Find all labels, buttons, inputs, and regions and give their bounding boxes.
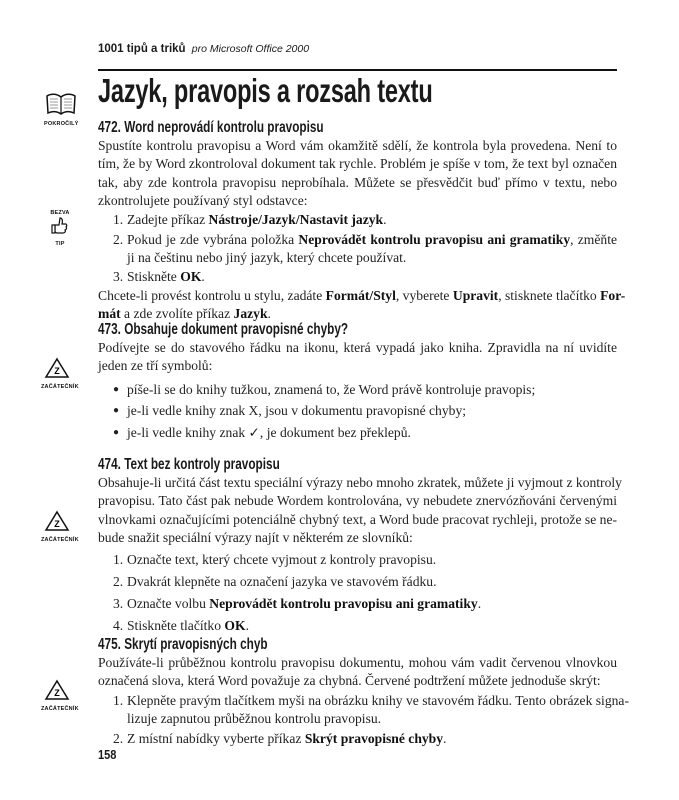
text-run: jeden ze tří symbolů: [98,358,213,374]
text-run: zkontrolujete používaný styl odstavce: [98,192,308,208]
text-line [98,174,617,192]
tip-heading: 472. Word neprovádí kontrolu pravopisu [98,119,324,136]
book-subtitle: pro Microsoft Office 2000 [191,43,310,55]
text-run: Stiskněte tlačítko [127,618,225,634]
bold-term: Nástroje/Jazyk/Nastavit jazyk [208,212,384,228]
text-run: . [443,731,447,747]
text-run: a zde zvolíte příkaz [120,306,234,322]
bold-term: Skrýt pravopisné chyby [304,731,444,747]
text-line [127,730,617,748]
paragraph [98,137,617,210]
tip-body [98,654,629,748]
paragraph [98,654,617,691]
book-title: 1001 tipů a triků [98,43,186,55]
advanced-book-icon [44,92,78,127]
text-run: . [201,269,205,285]
list-item [98,595,617,613]
list-item [98,211,617,229]
text-line [98,654,617,672]
beginner-label: ZAČÁTEČNÍK [41,706,79,712]
text-run: Z místní nabídky vyberte příkaz [127,731,305,747]
text-run: . [383,212,387,228]
bold-term: Upravit [452,287,499,303]
tip-473 [98,321,617,442]
text-line [127,424,617,442]
text-line [127,551,617,569]
item-number: 4. [113,618,124,634]
tip-label-bottom: TIP [55,241,65,247]
text-run: Stiskněte [127,269,181,285]
text-run: Spustíte kontrolu pravopisu a Word vám okamžitě sdělí, že kontrola byla provedena. Není to [98,138,617,153]
tip-472 [98,119,626,323]
text-line [127,249,617,267]
text-run: tím, že by Word zkontroloval dokument tak rychle. Problém je spíše v tom, že text byl označen [98,156,617,172]
paragraph [98,339,617,376]
bold-term: Neprovádět kontrolu pravopisu ani gramatiky [298,231,571,247]
list-item [98,381,617,399]
text-line [98,474,622,492]
text-run: ji na češtinu nebo jiný jazyk, který chcete používat. [127,249,407,265]
beginner-letter: Z [54,688,60,698]
text-run: , stisknete tlačítko [498,287,601,303]
text-run: . [245,618,249,634]
tip-heading: 473. Obsahuje dokument pravopisné chyby? [98,321,349,338]
tip-475 [98,636,629,748]
beginner-icon [41,357,79,390]
list-item [98,730,617,748]
beginner-letter: Z [54,366,60,376]
text-line [98,137,617,155]
bullet-icon: ● [113,405,120,417]
beginner-label: ZAČÁTEČNÍK [41,537,79,543]
bold-term: For- [600,287,626,303]
tip-heading: 475. Skrytí pravopisných chyb [98,636,268,653]
text-run: označená slova, která Word považuje za chybná. Červené podtržení můžete jednoduše skrýt: [98,673,601,689]
tip-body [98,339,617,442]
list-item [98,573,617,591]
tip-thumbs-up-icon [48,210,72,247]
text-line [127,617,617,635]
bold-term: OK [224,618,246,634]
item-number: 1. [113,551,124,567]
text-run: lizuje zapnutou průběžnou kontrolu pravopisu. [127,711,382,727]
text-run: pravopisu. Tato část pak nebude Wordem kontrolována, vy nebudete znervózňováni červenými [98,493,617,509]
beginner-icon [41,679,79,712]
text-line [127,692,629,710]
tip-body [98,474,622,636]
text-run: Klepněte pravým tlačítkem myši na obrázku knihy ve stavovém řádku. Tento obrázek signa- [127,693,629,709]
bullet-icon: ● [113,427,120,439]
text-run: , změňte [570,231,618,247]
text-run: Používáte-li průběžnou kontrolu pravopisu dokumentu, mohou vám vadit červenou vlnovkou [98,655,617,670]
text-run: Označte volbu [127,596,210,612]
text-line [98,672,617,690]
bold-term: Jazyk [233,306,268,322]
text-line [127,211,617,229]
text-run: je-li vedle knihy znak X, jsou v dokumentu pravopisné chyby; [127,403,467,419]
numbered-list [98,551,617,636]
tip-label-top: BEZVA [50,210,70,216]
chapter-title: Jazyk, pravopis a rozsah textu [98,72,433,109]
list-item [98,402,617,420]
bold-term: mát [98,306,121,322]
item-number: 1. [113,693,124,709]
list-item [98,268,617,286]
text-line [127,231,617,249]
text-line [98,192,617,210]
text-run: tak, aby zde kontrola pravopisu neprobíhala. Můžete se přesvědčit buď přímo v textu, nebo [98,174,617,190]
text-line [98,155,617,173]
item-number: 2. [113,231,124,247]
list-item [98,424,617,442]
text-run: Obsahuje-li určitá část textu speciální výrazy nebo mnoho zkratek, můžete ji vyjmout z kontroly [98,475,622,490]
beginner-label: ZAČÁTEČNÍK [41,384,79,390]
tip-474 [98,456,622,636]
text-line [127,402,617,420]
text-run: píše-li se do knihy tužkou, znamená to, že Word právě kontroluje pravopis; [127,381,536,397]
text-line [127,710,617,728]
text-line [98,339,617,357]
text-line [98,287,626,305]
text-line [127,381,617,399]
open-book-icon [45,92,77,116]
numbered-list [98,211,617,287]
item-number: 1. [113,212,124,228]
advanced-label: POKROČILÝ [44,121,79,127]
tip-heading: 474. Text bez kontroly pravopisu [98,456,280,473]
text-run: . [477,596,482,612]
list-item [98,551,617,569]
list-item [98,617,617,635]
numbered-list [98,692,629,748]
beginner-triangle-icon [44,510,70,532]
text-run: Chcete-li provést kontrolu u stylu, zadáte [98,287,326,303]
beginner-icon [41,510,79,543]
bold-term: Formát/Styl [325,287,396,303]
text-run: Pokud je zde vybrána položka [127,231,299,247]
text-run: bude snažit speciální výrazy najít v některém ze slovníků: [98,529,413,545]
thumbs-up-icon [51,216,69,236]
list-item [98,231,617,268]
paragraph [98,287,626,324]
page-number: 158 [98,747,117,762]
bold-term: OK [180,269,202,285]
text-run: Podívejte se do stavového řádku na ikonu, která vypadá jako kniha. Zpravidla na ní uvidíte [98,340,617,355]
list-item [98,692,629,729]
bold-term: Neprovádět kontrolu pravopisu ani gramatiky [209,596,478,612]
beginner-letter: Z [54,519,60,529]
running-header [98,43,309,55]
item-number: 2. [113,574,124,590]
text-line [127,595,617,613]
text-run: vlnovkami označujícími potenciálně chybný text, a Word bude pracovat rychleji, protože se ne- [98,511,617,527]
text-run: je-li vedle knihy znak ✓, je dokument bez překlepů. [127,425,411,441]
bullet-icon: ● [113,383,120,395]
text-run: Zadejte příkaz [127,212,209,228]
text-line [127,268,617,286]
text-line [98,357,617,375]
bullet-list [98,381,617,443]
text-line [98,492,617,510]
text-line [98,529,617,547]
item-number: 3. [113,269,124,285]
paragraph [98,474,622,547]
text-run: Označte text, který chcete vyjmout z kontroly pravopisu. [127,551,437,567]
tip-body [98,137,626,323]
header-rule [98,69,617,71]
text-run: Dvakrát klepněte na označení jazyka ve stavovém řádku. [127,574,437,590]
beginner-triangle-icon [44,679,70,701]
item-number: 3. [113,596,124,612]
beginner-triangle-icon [44,357,70,379]
item-number: 2. [113,731,124,747]
text-run: . [267,306,271,322]
text-line [127,573,617,591]
text-run: , vyberete [395,287,453,303]
text-line [98,511,617,529]
